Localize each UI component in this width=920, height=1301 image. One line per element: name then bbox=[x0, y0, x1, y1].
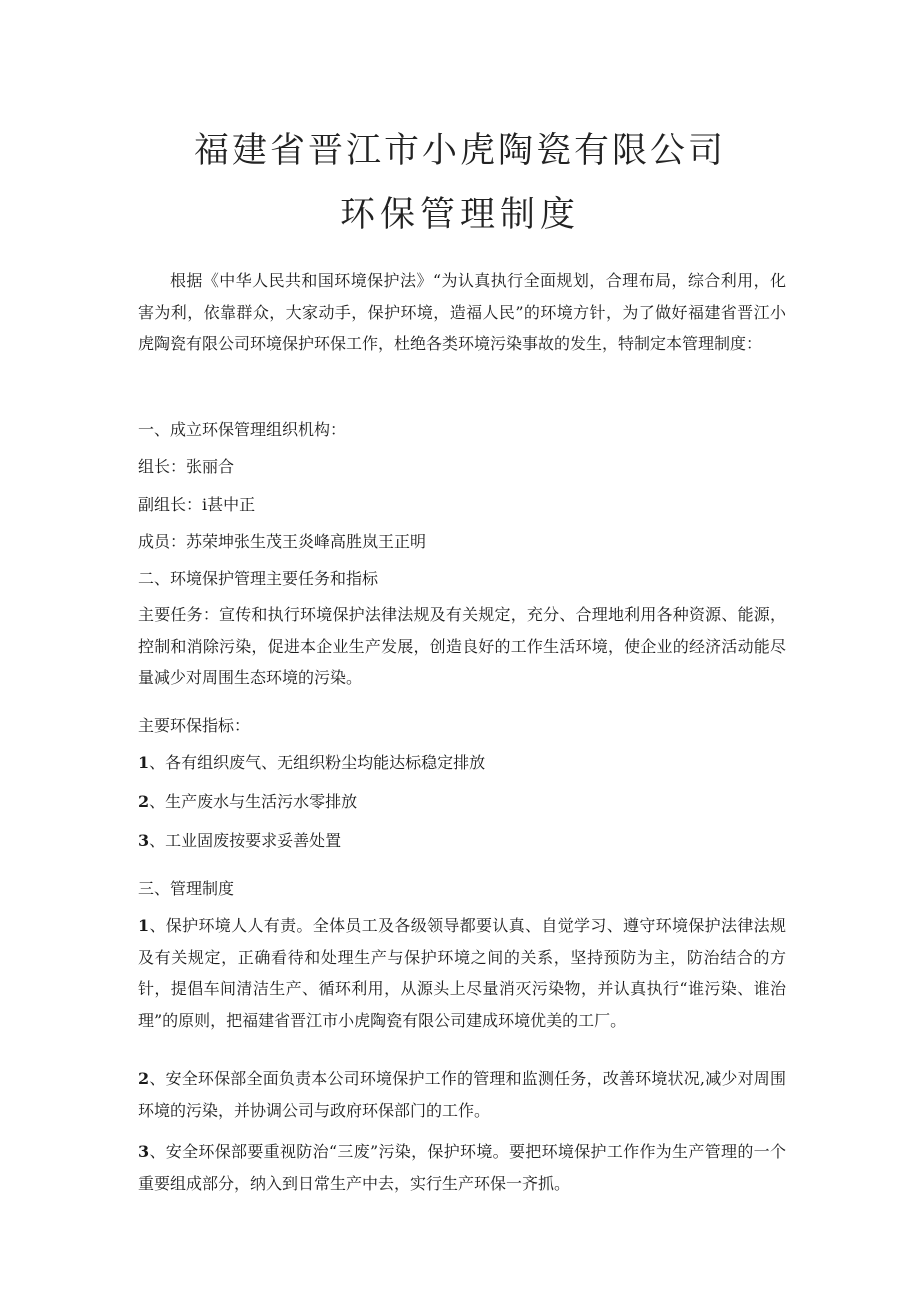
rule-block bbox=[138, 910, 786, 1036]
section1-heading: 一、成立环保管理组织机构： bbox=[138, 420, 347, 439]
rule-text: 、安全环保部要重视防治“三废”污染，保护环境。要把环境保护工作作为生产管理的一个重要组成部分，纳入到日常生产中去，实行生产环保一齐抓。 bbox=[138, 1142, 786, 1193]
indicator-number: 3 bbox=[138, 831, 150, 850]
indicator-text: 、生产废水与生活污水零排放 bbox=[149, 792, 358, 811]
rule-block bbox=[138, 1063, 786, 1126]
deputy-leader-line: 副组长：i甚中正 bbox=[138, 495, 256, 514]
members-line: 成员：苏荣坤张生茂王炎峰高胜岚王正明 bbox=[138, 532, 427, 551]
indicator-text: 、各有组织废气、无组织粉尘均能达标稳定排放 bbox=[149, 753, 486, 772]
rule-number: 2 bbox=[138, 1069, 150, 1088]
section2-heading: 二、环境保护管理主要任务和指标 bbox=[138, 569, 379, 588]
rule-number: 1 bbox=[138, 916, 150, 935]
indicator-number: 1 bbox=[138, 753, 150, 772]
indicator-item bbox=[138, 790, 786, 814]
indicator-text: 、工业固废按要求妥善处置 bbox=[149, 831, 342, 850]
section3-heading: 三、管理制度 bbox=[138, 879, 235, 898]
intro-block bbox=[138, 265, 786, 360]
indicators-heading: 主要环保指标： bbox=[138, 716, 251, 735]
main-tasks-paragraph: 主要任务：宣传和执行环境保护法律法规及有关规定，充分、合理地利用各种资源、能源，控制和消除污染，促进本企业生产发展，创造良好的工作生活环境，使企业的经济活动能尽量减少对周围生态环境的污染。 bbox=[138, 605, 786, 687]
rule-number: 3 bbox=[138, 1142, 150, 1161]
rule-paragraph bbox=[138, 910, 786, 1036]
indicator-item bbox=[138, 751, 786, 775]
rule-paragraph bbox=[138, 1136, 786, 1199]
indicator-number: 2 bbox=[138, 792, 150, 811]
document-title-company: 福建省晋江市小虎陶瓷有限公司 bbox=[193, 131, 726, 171]
document-title-subject: 环保管理制度 bbox=[339, 195, 580, 235]
rule-paragraph bbox=[138, 1063, 786, 1126]
rule-block bbox=[138, 1136, 786, 1199]
intro-paragraph: 根据《中华人民共和国环境保护法》“为认真执行全面规划，合理布局，综合利用，化害为利，依靠群众，大家动手，保护环境，造福人民”的环境方针，为了做好福建省晋江小虎陶瓷有限公司环境保护环保工作，杜绝各类环境污染事故的发生，特制定本管理制度： bbox=[138, 271, 786, 353]
leader-line: 组长：张丽合 bbox=[138, 457, 235, 476]
indicator-item bbox=[138, 829, 786, 853]
rule-text: 、安全环保部全面负责本公司环境保护工作的管理和监测任务，改善环境状况,减少对周围环境的污染，并协调公司与政府环保部门的工作。 bbox=[138, 1069, 786, 1120]
main-tasks-block bbox=[138, 599, 786, 694]
rule-text: 、保护环境人人有责。全体员工及各级领导都要认真、自觉学习、遵守环境保护法律法规及有关规定，正确看待和处理生产与保护环境之间的关系，坚持预防为主，防治结合的方针，提倡车间清洁生产、循环利用，从源头上尽量消灭污染物，并认真执行“谁污染、谁治理”的原则，把福建省晋江市小虎陶瓷有限公司建成环境优美的工厂。 bbox=[138, 916, 786, 1030]
